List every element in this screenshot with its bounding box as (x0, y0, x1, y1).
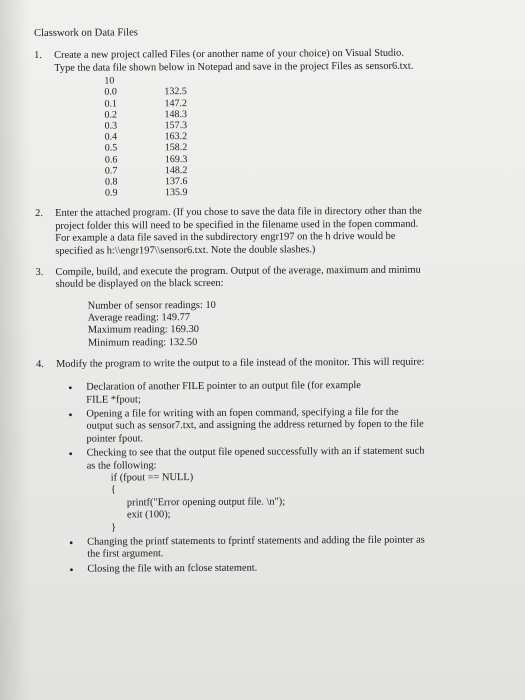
output-line: Minimum reading: 132.50 (87, 336, 198, 349)
table-cell: 148.2 (164, 164, 188, 177)
bullet-icon: • (68, 380, 73, 395)
table-cell: 132.5 (164, 86, 187, 98)
table-cell: 0.8 (104, 176, 118, 188)
item-number: 3. (35, 267, 44, 279)
bullet-text-line: Changing the printf statements to fprintf statements and adding the file pointer as (87, 534, 425, 548)
bullet-icon: • (68, 446, 73, 461)
list-item-3 (35, 264, 495, 349)
table-row (105, 165, 188, 177)
table-cell: 0.1 (104, 98, 117, 110)
table-cell: 0.0 (104, 86, 117, 98)
output-line: Maximum reading: 169.30 (87, 324, 199, 336)
bullet-item (66, 406, 496, 446)
table-row (104, 98, 187, 110)
table-cell: 0.2 (104, 109, 118, 121)
list-item-2 (35, 206, 495, 258)
table-row (104, 86, 187, 98)
item-number: 4. (36, 358, 44, 370)
table-row (105, 187, 188, 199)
bullet-text-line: Opening a file for writing with an fopen command, specifying a file for the (86, 406, 399, 420)
table-row (105, 131, 188, 143)
item-number: 2. (35, 208, 43, 220)
bullet-text-line: Checking to see that the output file opened successfully with an if statement such (86, 445, 425, 459)
bullet-item (67, 445, 498, 534)
table-row (105, 120, 188, 132)
item-text-line: Create a new project called Files (or another name of your choice) on Visual Studio. (54, 48, 404, 62)
code-line: { (110, 484, 116, 496)
code-snippet (111, 470, 497, 534)
bullet-icon: • (69, 562, 74, 577)
table-cell: 137.6 (164, 176, 188, 188)
item-text-line: should be displayed on the black screen: (55, 278, 224, 291)
table-cell: 147.2 (164, 97, 187, 109)
list-item-1 (34, 48, 495, 200)
output-line: Number of sensor readings: 10 (87, 299, 216, 312)
bullet-text-line: Declaration of another FILE pointer to an output file (for example (86, 380, 361, 393)
table-cell: 0.5 (104, 142, 118, 155)
bullet-text-line: FILE *fpout; (86, 393, 141, 406)
list-item-4 (36, 356, 497, 576)
table-row (105, 154, 188, 166)
bullet-text-line: pointer fpout. (86, 433, 144, 445)
document-title: Classwork on Data Files (34, 27, 138, 39)
code-line: } (111, 522, 117, 534)
bullet-list (66, 379, 497, 576)
bullet-text-line: output such as sensor7.txt, and assigning the address returned by fopen to the file (86, 418, 424, 433)
bullet-text-line: as the following: (86, 459, 157, 472)
item-text-line: specified as h:\\engr197\\sensor6.txt. Note the double slashes.) (55, 243, 316, 257)
table-row (105, 143, 188, 155)
bullet-icon: • (68, 407, 73, 422)
bullet-item (67, 561, 497, 576)
table-cell: 0.7 (104, 165, 118, 177)
bullet-item (66, 379, 496, 406)
table-cell: 157.3 (164, 120, 188, 132)
item-number: 1. (34, 50, 43, 62)
reading-count: 10 (104, 75, 115, 87)
item-text-line: For example a data file saved in the subdirectory engr197 on the h drive would be (55, 231, 396, 245)
document-body (34, 25, 497, 585)
table-cell: 0.3 (104, 120, 118, 132)
table-row (104, 75, 187, 87)
table-cell: 0.6 (104, 154, 118, 166)
program-output (88, 298, 496, 349)
table-cell: 163.2 (164, 131, 188, 143)
sensor-data-table (104, 75, 187, 199)
item-text-line: Modify the program to write the output to a file instead of the monitor. This will require: (56, 356, 425, 370)
code-line: exit (100); (126, 509, 171, 521)
bullet-text-line: the first argument. (87, 548, 164, 561)
table-cell: 169.3 (164, 153, 188, 165)
table-cell: 158.2 (164, 142, 188, 154)
item-text-line: Enter the attached program. (If you chose to save the data file in directory other than the (55, 206, 422, 220)
code-line: printf("Error opening output file. \n"); (126, 496, 286, 509)
bullet-icon: • (69, 535, 74, 550)
bullet-text-line: Closing the file with an fclose statement. (87, 562, 258, 575)
code-line: if (fpout == NULL) (110, 471, 194, 484)
item-text-line: project folder this will need to be specified in the filename used in the fopen command. (55, 218, 419, 232)
item-text-line: Compile, build, and execute the program. Output of the average, maximum and minimu (55, 264, 421, 278)
table-cell: 135.9 (164, 187, 188, 199)
output-line: Average reading: 149.77 (87, 312, 191, 324)
page-shadow (0, 0, 30, 700)
table-row (105, 176, 188, 188)
table-cell: 0.4 (104, 131, 118, 143)
table-row (104, 109, 187, 121)
item-text-line: Type the data file shown below in Notepad and save in the project Files as sensor6.txt. (54, 60, 414, 74)
table-cell: 148.3 (164, 108, 188, 121)
bullet-item (67, 534, 497, 561)
table-cell: 0.9 (104, 187, 118, 199)
